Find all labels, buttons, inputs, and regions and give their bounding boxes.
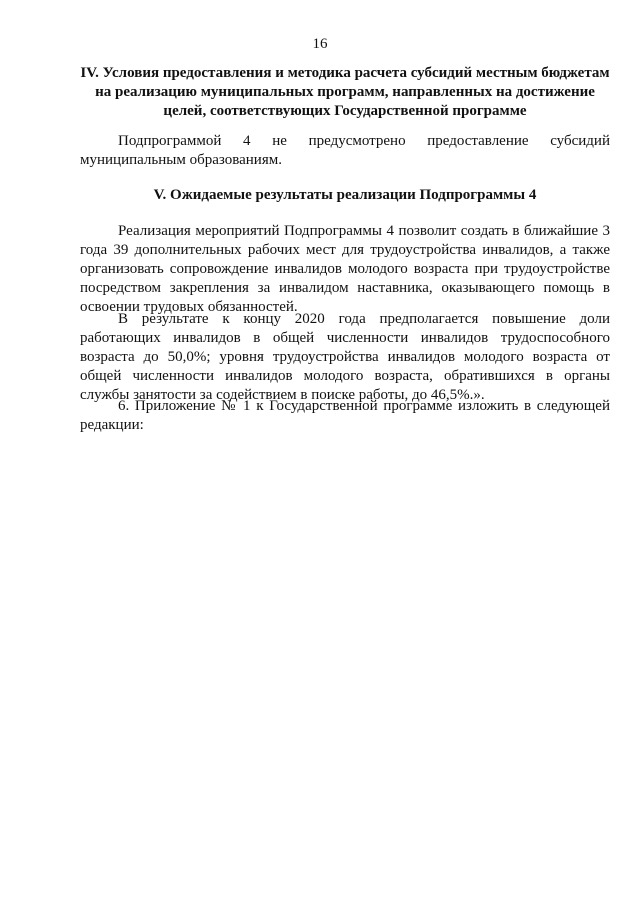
section-4-paragraph: Подпрограммой 4 не предусмотрено предоставление субсидий муниципальным образованиям.: [80, 133, 610, 168]
section-5-paragraph-forecast: В результате к концу 2020 года предполагается повышение доли работающих инвалидов в общей численности инвалидов трудоспособного возраста до 50,0%; уровня трудоустройства инвалидов молодого возраста от общей численности инвалидов молодого возраста, обратившихся в органы службы занятости за содействием в поиске работы, до 46,5%.».: [80, 311, 610, 403]
section-5-paragraph-appendix: 6. Приложение № 1 к Государственной программе изложить в следующей редакции:: [80, 398, 610, 433]
section-5-title: V. Ожидаемые результаты реализации Подпрограммы 4: [153, 187, 537, 203]
section-4-title: IV. Условия предоставления и методика расчета субсидий местным бюджетам на реализацию муниципальных программ, направленных на достижение целей, соответствующих Государственной программе: [80, 65, 610, 119]
page-number: 16: [312, 36, 328, 52]
section-5-paragraph-results: Реализация мероприятий Подпрограммы 4 позволит создать в ближайшие 3 года 39 дополнительных рабочих мест для трудоустройства инвалидов, а также организовать сопровождение инвалидов молодого возраста при трудоустройстве посредством закрепления за инвалидом наставника, оказывающего помощь в освоении трудовых обязанностей.: [80, 223, 610, 315]
